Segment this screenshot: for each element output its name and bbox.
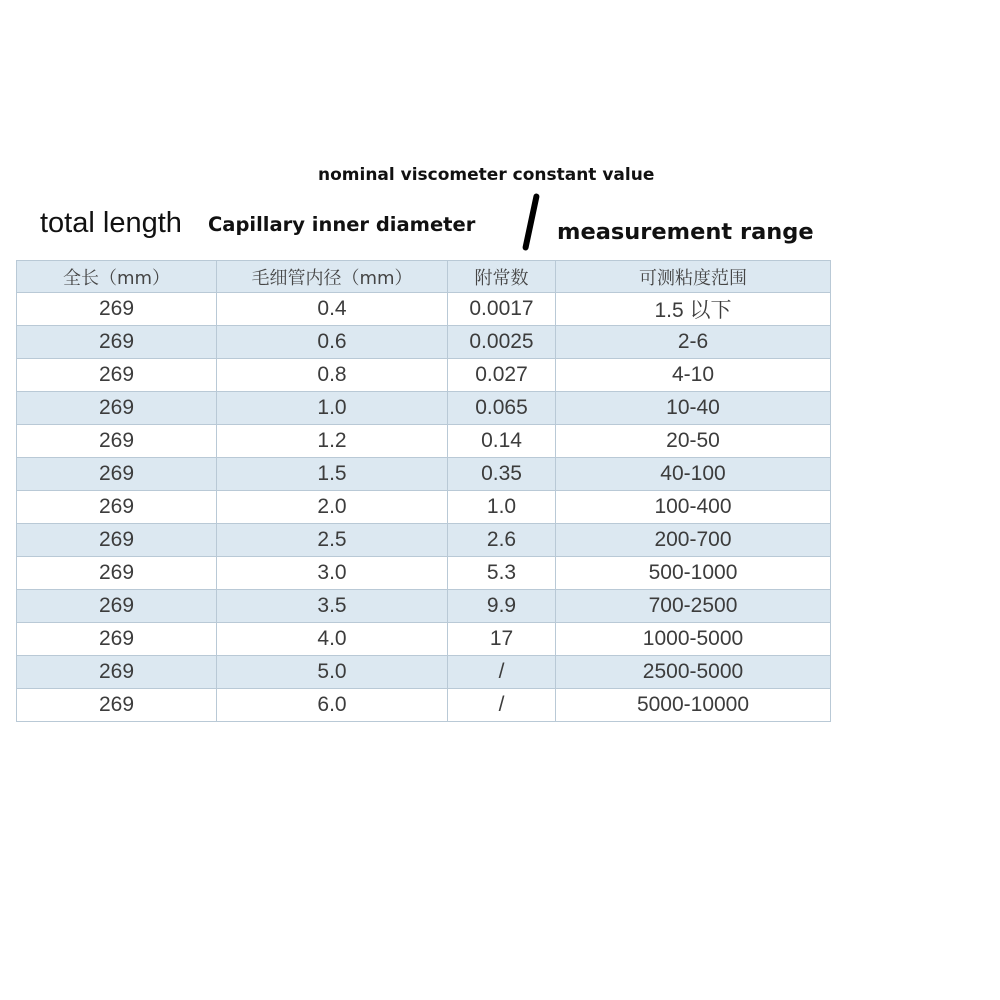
table-row (17, 623, 831, 656)
cell-constant: 0.0025 (448, 326, 556, 359)
cell-capillary-diameter: 0.8 (217, 359, 448, 392)
cell-constant: 0.065 (448, 392, 556, 425)
cell-capillary-diameter: 1.5 (217, 458, 448, 491)
cell-total-length: 269 (17, 689, 217, 722)
measurement-range-annotation: measurement range (557, 219, 814, 245)
cell-viscosity-range: 1000-5000 (556, 623, 831, 656)
table-row (17, 293, 831, 326)
cell-capillary-diameter: 2.5 (217, 524, 448, 557)
cell-capillary-diameter: 0.4 (217, 293, 448, 326)
cell-total-length: 269 (17, 293, 217, 326)
cell-viscosity-range: 20-50 (556, 425, 831, 458)
cell-constant: 5.3 (448, 557, 556, 590)
cell-capillary-diameter: 0.6 (217, 326, 448, 359)
header-capillary-diameter: 毛细管内径（mm） (217, 261, 448, 293)
table-row (17, 392, 831, 425)
cell-constant: 17 (448, 623, 556, 656)
cell-constant: 0.35 (448, 458, 556, 491)
table-row (17, 326, 831, 359)
cell-viscosity-range: 1.5 以下 (556, 293, 831, 326)
viscometer-spec-table (16, 260, 831, 722)
cell-total-length: 269 (17, 524, 217, 557)
cell-capillary-diameter: 2.0 (217, 491, 448, 524)
cell-capillary-diameter: 6.0 (217, 689, 448, 722)
table-row (17, 590, 831, 623)
cell-total-length: 269 (17, 623, 217, 656)
cell-constant: 0.14 (448, 425, 556, 458)
cell-constant: 0.027 (448, 359, 556, 392)
cell-viscosity-range: 100-400 (556, 491, 831, 524)
cell-viscosity-range: 700-2500 (556, 590, 831, 623)
pointer-slash-mark (522, 193, 540, 251)
cell-total-length: 269 (17, 590, 217, 623)
cell-capillary-diameter: 1.2 (217, 425, 448, 458)
cell-total-length: 269 (17, 557, 217, 590)
cell-total-length: 269 (17, 458, 217, 491)
cell-constant: / (448, 689, 556, 722)
cell-total-length: 269 (17, 491, 217, 524)
constant-annotation: nominal viscometer constant value (318, 165, 655, 185)
table-row (17, 458, 831, 491)
cell-total-length: 269 (17, 392, 217, 425)
cell-capillary-diameter: 4.0 (217, 623, 448, 656)
cell-viscosity-range: 500-1000 (556, 557, 831, 590)
header-constant: 附常数 (448, 261, 556, 293)
cell-constant: 9.9 (448, 590, 556, 623)
cell-viscosity-range: 200-700 (556, 524, 831, 557)
table-row (17, 524, 831, 557)
cell-viscosity-range: 40-100 (556, 458, 831, 491)
total-length-annotation: total length (40, 207, 182, 239)
cell-capillary-diameter: 3.0 (217, 557, 448, 590)
capillary-diameter-annotation: Capillary inner diameter (208, 213, 476, 236)
header-total-length: 全长（mm） (17, 261, 217, 293)
header-viscosity-range: 可测粘度范围 (556, 261, 831, 293)
cell-capillary-diameter: 1.0 (217, 392, 448, 425)
cell-capillary-diameter: 3.5 (217, 590, 448, 623)
cell-viscosity-range: 5000-10000 (556, 689, 831, 722)
table-row (17, 425, 831, 458)
cell-total-length: 269 (17, 425, 217, 458)
table-row (17, 491, 831, 524)
cell-constant: 0.0017 (448, 293, 556, 326)
cell-capillary-diameter: 5.0 (217, 656, 448, 689)
cell-constant: 2.6 (448, 524, 556, 557)
table-row (17, 656, 831, 689)
cell-total-length: 269 (17, 359, 217, 392)
cell-viscosity-range: 10-40 (556, 392, 831, 425)
table-row (17, 359, 831, 392)
table-row (17, 689, 831, 722)
cell-viscosity-range: 4-10 (556, 359, 831, 392)
table-row (17, 557, 831, 590)
cell-viscosity-range: 2-6 (556, 326, 831, 359)
cell-constant: / (448, 656, 556, 689)
cell-viscosity-range: 2500-5000 (556, 656, 831, 689)
table-header-row (17, 261, 831, 293)
cell-constant: 1.0 (448, 491, 556, 524)
cell-total-length: 269 (17, 656, 217, 689)
cell-total-length: 269 (17, 326, 217, 359)
